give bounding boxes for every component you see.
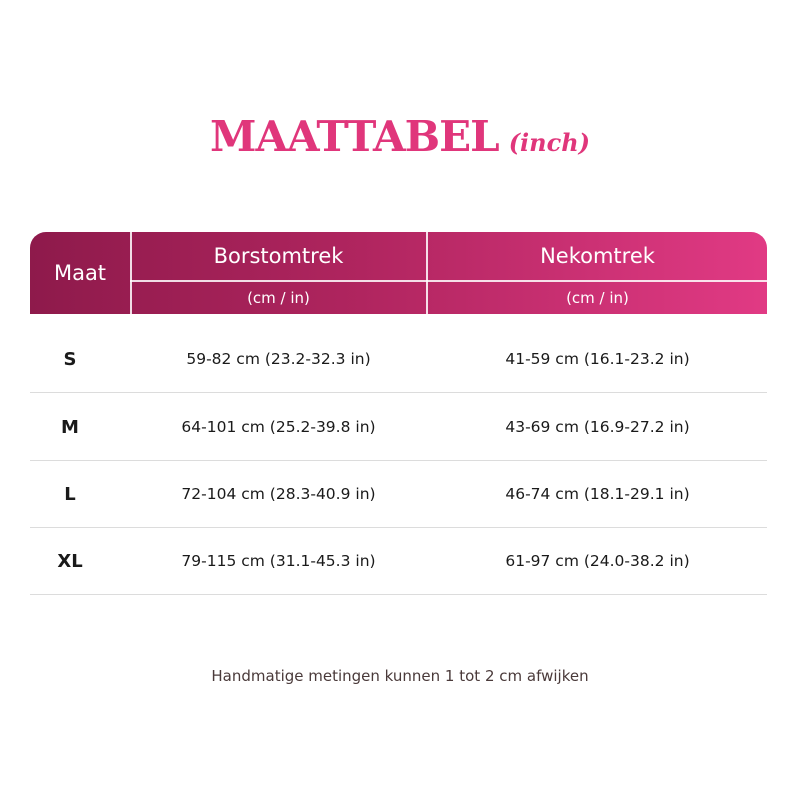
header-size: Maat xyxy=(53,261,107,285)
header-neck-unit: (cm / in) xyxy=(566,288,629,307)
title-unit: (inch) xyxy=(508,128,591,157)
header-chest-unit: (cm / in) xyxy=(247,288,310,307)
page-title xyxy=(0,112,800,161)
neck-cell: 61-97 cm (24.0-38.2 in) xyxy=(505,552,690,570)
size-cell: S xyxy=(63,348,77,370)
size-cell: M xyxy=(61,416,79,438)
table-header xyxy=(30,232,767,314)
header-chest: Borstomtrek xyxy=(213,244,344,268)
table-row xyxy=(30,326,767,393)
chest-cell: 59-82 cm (23.2-32.3 in) xyxy=(186,350,371,368)
chest-cell: 79-115 cm (31.1-45.3 in) xyxy=(181,552,376,570)
table-row xyxy=(30,528,767,595)
measurement-note: Handmatige metingen kunnen 1 tot 2 cm afwijken xyxy=(211,667,589,685)
header-neck: Nekomtrek xyxy=(540,244,655,268)
chest-cell: 64-101 cm (25.2-39.8 in) xyxy=(181,418,376,436)
chest-cell: 72-104 cm (28.3-40.9 in) xyxy=(181,485,376,503)
size-cell: L xyxy=(64,483,76,505)
neck-cell: 46-74 cm (18.1-29.1 in) xyxy=(505,485,690,503)
neck-cell: 41-59 cm (16.1-23.2 in) xyxy=(505,350,690,368)
title-main: MAATTABEL xyxy=(209,112,499,161)
size-cell: XL xyxy=(57,550,83,572)
neck-cell: 43-69 cm (16.9-27.2 in) xyxy=(505,418,690,436)
table-row xyxy=(30,461,767,528)
table-row xyxy=(30,394,767,461)
